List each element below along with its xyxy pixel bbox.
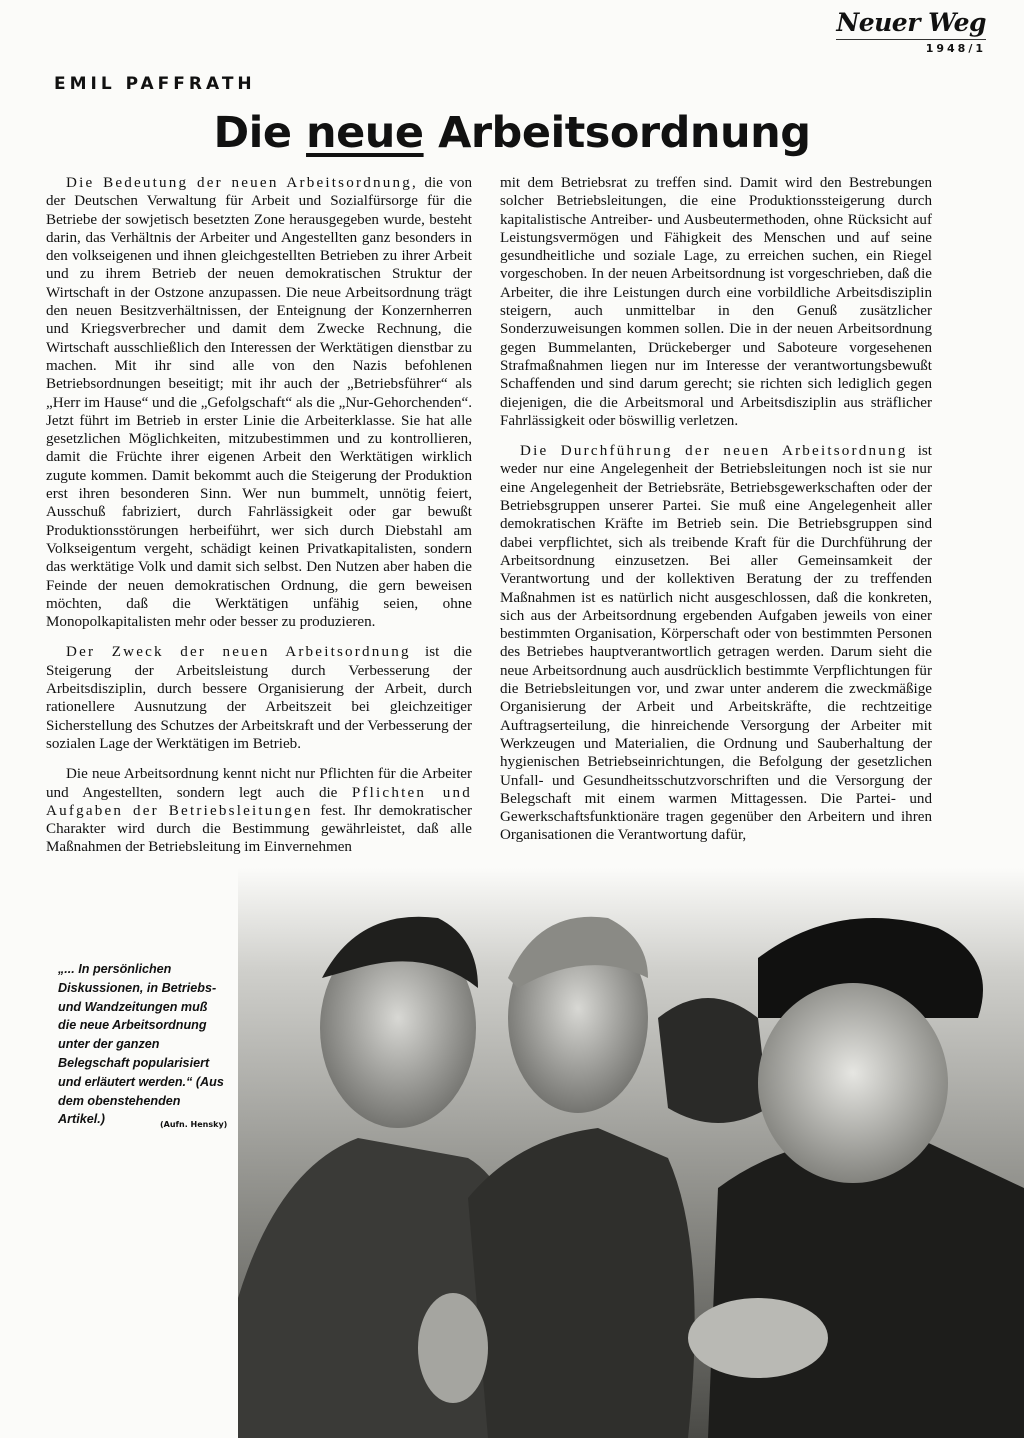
right-column — [500, 174, 932, 857]
author-name: EMIL PAFFRATH — [54, 74, 256, 94]
paragraph-text: Die neue Arbeitsordnung kennt nicht nur Pflichten für die Arbeiter und Angestellten, sondern legt auch die — [46, 766, 472, 801]
headline-part-2: Arbeitsordnung — [423, 108, 811, 158]
issue-number: 1948/1 — [836, 39, 986, 55]
paragraph: mit dem Betriebsrat zu treffen sind. Damit wird den Bestrebungen solcher Betriebsleitungen, die eine Produktionssteigerung durch kapitalistische Antreiber- und Ausbeutermethoden, ohne Rücksicht auf Leistungsvermögen und Fähigkeit des Menschen und auf seine gesundheitliche und soziale Lage, zu erreichen suchen, ein Riegel vorgeschoben. In der neuen Arbeitsordnung ist vorgeschrieben, daß die Arbeiter, die ihre Leistungen durch eine vorbildliche Arbeitsdisziplin steigern, auch unmittelbar in den Genuß zusätzlicher Sonderzuweisungen kommen sollen. Die in der neuen Arbeitsordnung gegen Bummelanten, Drückeberger und Saboteure vorgesehenen Strafmaßnahmen liegen nur im Interesse der verantwortungsbewußt Schaffenden und sind darum gerecht; sie richten sich lediglich gegen diejenigen, die die Arbeitsmoral und Arbeitsdisziplin aus sträflicher Fahrlässigkeit oder böswillig verletzen. — [500, 175, 932, 429]
paragraph — [46, 643, 472, 753]
workers-photo — [238, 868, 1024, 1438]
paragraph — [500, 442, 932, 845]
headline-underlined-word: neue — [306, 108, 424, 158]
paragraph-text: ist weder nur eine Angelegenheit der Betriebsleitungen noch ist sie nur eine Angelegenheit der Betriebsräte, Betriebsgewerkschaften oder der Betriebsgruppen unserer Partei. Sie muß eine Angelegenheit aller demokratischen Kräfte im Betrieb sein. Die Betriebsgruppen sind dabei verpflichtet, sich als treibende Kraft für die Durchführung der Arbeitsordnung einzusetzen. Bei aller Gemeinsamkeit der Verantwortung und der kollektiven Beratung der zu treffenden Maßnahmen ist es natürlich nicht ausgeschlossen, daß die konkreten, sich aus der Arbeitsordnung ergebenden Aufgaben jeweils von einer bestimmten Organisation, Körperschaft oder von bestimmten Personen des Betriebes hauptverantwortlich getragen werden. Darum sieht die neue Arbeitsordnung auch ausdrücklich bestimmte Verpflichtungen für die Betriebsleitungen vor, und zwar unter anderem die zweckmäßige Organisierung der Arbeit und Arbeitskräfte, die rechtzeitige Auftragserteilung, die hinreichende Versorgung der Arbeiter mit Werkzeugen und Materialien, die Ordnung und Sauberhaltung der hygienischen Betriebseinrichtungen, die Befolgung der gesetzlichen Unfall- und Gesundheitsschutzvorschriften und die Versorgung der Belegschaft mit einem warmen Mittagessen. Die Partei- und Gewerkschaftsfunktionäre tragen gegenüber den Arbeitern und ihren Organisationen die Verantwortung dafür, — [500, 443, 932, 844]
headline-part-1: Die — [213, 108, 307, 158]
masthead — [836, 8, 986, 55]
spaced-lead: Die Durchführung der neuen Arbeitsordnung — [520, 443, 908, 460]
spaced-emphasis: Pflichten und Aufgaben der Betriebsleitungen — [46, 784, 472, 819]
photo-credit: (Aufn. Hensky) — [160, 1120, 228, 1129]
spaced-lead: Der Zweck der neuen Arbeitsordnung — [66, 644, 411, 661]
article-headline — [0, 108, 1024, 158]
paragraph-text: fest. Ihr demokratischer Charakter wird durch die Bestimmung gewährleistet, daß alle Maßnahmen der Betriebsleitung im Einvernehmen — [46, 802, 472, 856]
spaced-lead: Die Bedeutung der neuen Arbeitsordnung, — [66, 175, 418, 191]
paragraph-text: die von der Deutschen Verwaltung für Arbeit und Sozialfürsorge für die Betriebe der sowjetisch besetzten Zone herausgegeben wurde, besteht darin, das Verhältnis der Arbeiter und Angestellten ganz besonders in den volkseigenen und ihnen gleichgestellten Betrieben zu ihrer Arbeit und zu ihrem Betrieb der neuen demokratischen Struktur der Wirtschaft in der Ostzone anzupassen. Die neue Arbeitsordnung trägt den neuen Besitzverhältnissen, der Enteignung der Konzernherren und Kriegsverbrecher und damit dem Zwecke Rechnung, die Wirtschaft ausschließlich den Interessen der Werktätigen dienstbar zu machen. Mit ihr sind alle von den Nazis befohlenen Betriebsordnungen beseitigt; mit ihr auch der „Betriebsführer“ als „Herr im Hause“ und die „Gefolgschaft“ als die „Nur-Gehorchenden“. Jetzt führt im Betrieb in erster Linie die Arbeiterklasse. Sie hat alle gesetzlichen Möglichkeiten, mitzubestimmen und zu kontrollieren, damit die Früchte ihrer eigenen Arbeit den Werktätigen wirklich zugute kommen. Damit bekommt auch die Steigerung der Produktion erst ihren besonderen Sinn. Wer nun bummelt, unnötig feiert, Ausschuß fabriziert, durch Fahrlässigkeit oder gar bewußt Produktionsstörungen herbeiführt, wer sich durch Diebstahl am Volkseigentum vergeht, schädigt keinen Privatkapitalisten, sondern das werktätige Volk und damit sich selbst. Den Nutzen aber haben die Feinde der neuen demokratischen Ordnung, die gern beweisen möchten, daß die Werktätigen unfähig seien, ohne Monopolkapitalisten mehr oder besser zu produzieren. — [46, 175, 472, 631]
magazine-logo: Neuer Weg — [836, 8, 986, 37]
paragraph — [46, 174, 472, 631]
paragraph — [46, 765, 472, 856]
left-column — [46, 174, 472, 869]
photo-caption: „... In persönlichen Diskussionen, in Betriebs- und Wandzeitungen muß die neue Arbeitsordnung unter der ganzen Belegschaft popularisiert und erläutert werden.“ (Aus dem obenstehenden Artikel.) — [58, 962, 224, 1127]
paragraph-text: ist die Steigerung der Arbeitsleistung durch Verbesserung der Arbeitsdisziplin, durch bessere Organisierung der Arbeit, durch rationellere Ausnutzung der Arbeitszeit bei gleichzeitiger Sicherstellung des Schutzes der Arbeitskraft und der Verbesserung der sozialen Lage der Werktätigen im Betrieb. — [46, 644, 472, 752]
